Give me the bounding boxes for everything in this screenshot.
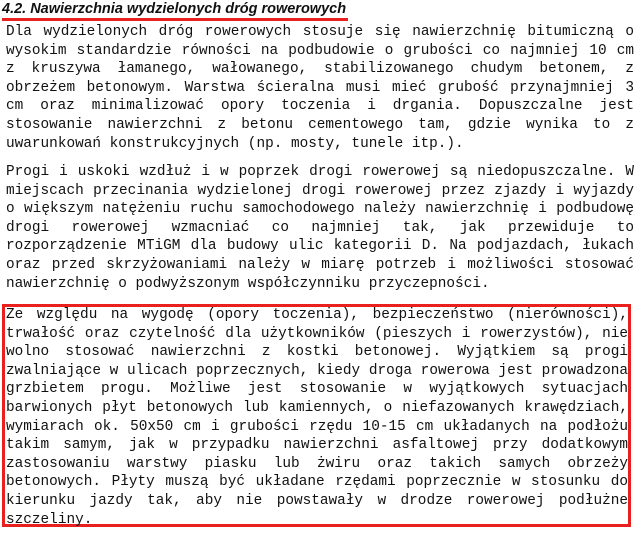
paragraph-surface-requirements: Dla wydzielonych dróg rowerowych stosuje się nawierzchnię bitumiczną o wysokim standardzie równości na podbudowie o grubości co najmniej 10 cm z kruszywa łamanego, wałowanego, stabilizowanego chudym betonem, z obrzeżem betonowym. Warstwa ścieralna musi mieć grubość przynajmniej 3 cm oraz minimalizować opory toczenia i drgania. Dopuszczalne jest stosowanie nawierzchni z betonu cementowego tam, gdzie wynika to z uwarunkowań konstrukcyjnych (np. mosty, tunele itp.). [6, 24, 634, 152]
section-heading: 4.2. Nawierzchnia wydzielonych dróg rowerowych [2, 1, 348, 21]
paragraph-thresholds-and-crossings: Progi i uskoki wzdłuż i w poprzek drogi rowerowej są niedopuszczalne. W miejscach przecinania wydzielonej drogi rowerowej przez zjazdy i wyjazdy o większym natężeniu ruchu samochodowego należy nawierzchnię i podbudowę drogi rowerowej wzmacniać co najmniej tak, jak przewiduje to rozporządzenie MTiGM dla budowy ulic kategorii D. Na podjazdach, łukach oraz przed skrzyżowaniami należy w miarę potrzeb i możliwości stosować nawierzchnię o podwyższonym współczynniku przyczepności. [6, 164, 634, 292]
paragraph-concrete-paving-restriction: Ze względu na wygodę (opory toczenia), bezpieczeństwo (nierówności), trwałość oraz czytelność dla użytkowników (pieszych i rowerzystów), nie wolno stosować nawierzchni z kostki betonowej. Wyjątkiem są progi zwalniające w ulicach poprzecznych, kiedy droga rowerowa jest prowadzona grzbietem progu. Możliwe jest stosowanie w wyjątkowych sytuacjach barwionych płyt betonowych lub kamiennych, o niefazowanych krawędziach, wymiarach ok. 50x50 cm i grubości rzędu 10-15 cm układanych na podłożu takim samym, jak w przypadku nawierzchni asfaltowej przy dodatkowym zastosowaniu warstwy piasku lub żwiru oraz takich samych obrzeży betonowych. Płyty muszą być układane rzędami poprzecznie w stosunku do kierunku jazdy tak, aby nie powstawały w drodze rowerowej podłużne szczeliny. [6, 307, 628, 528]
